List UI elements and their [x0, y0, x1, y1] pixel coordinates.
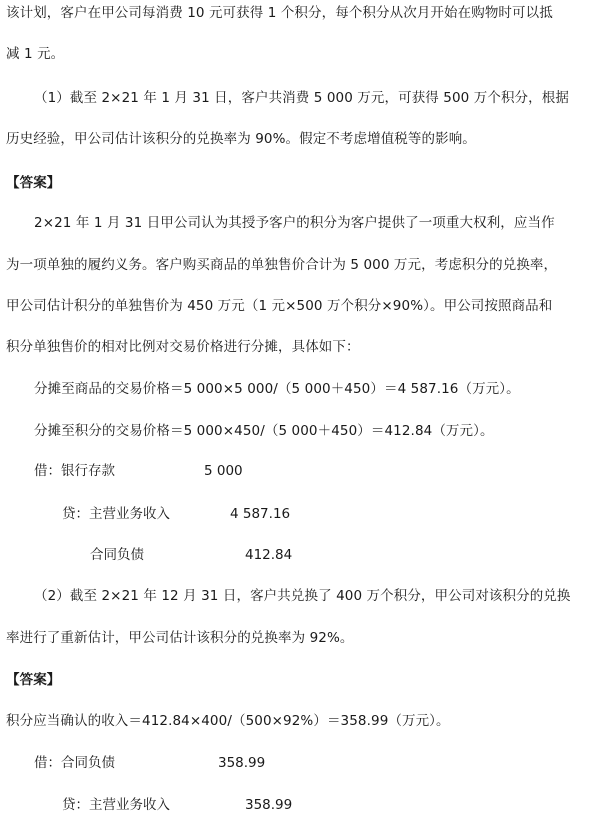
question-1-line-2: 历史经验，甲公司估计该积分的兑换率为 90%。假定不考虑增值税等的影响。: [6, 131, 476, 147]
intro-line-2: 减 1 元。: [6, 46, 65, 62]
journal-2-debit-label: 借：合同负债: [34, 755, 115, 771]
answer-1-heading: 【答案】: [6, 175, 61, 191]
question-1-line-1: （1）截至 2×21 年 1 月 31 日，客户共消费 5 000 万元，可获得 500 万个积分，根据: [34, 90, 569, 106]
intro-line-1: 该计划，客户在甲公司每消费 10 元可获得 1 个积分，每个积分从次月开始在购物时可以抵: [6, 5, 553, 21]
answer-1-line-2: 为一项单独的履约义务。客户购买商品的单独售价合计为 5 000 万元，考虑积分的兑换率，: [6, 257, 558, 273]
question-2-line-1: （2）截至 2×21 年 12 月 31 日，客户共兑换了 400 万个积分，甲公司对该积分的兑换: [34, 588, 571, 604]
journal-2-debit-amount: 358.99: [218, 755, 266, 771]
journal-1-credit-revenue-label: 贷：主营业务收入: [62, 506, 170, 522]
journal-1-credit-revenue-amount: 4 587.16: [230, 506, 291, 522]
answer-1-line-4: 积分单独售价的相对比例对交易价格进行分摊，具体如下：: [6, 339, 360, 355]
answer-1-line-1: 2×21 年 1 月 31 日甲公司认为其授予客户的积分为客户提供了一项重大权利，应当作: [34, 215, 555, 231]
answer-1-calc-goods: 分摊至商品的交易价格＝5 000×5 000/（5 000＋450）＝4 587.16（万元）。: [34, 381, 520, 397]
answer-2-heading: 【答案】: [6, 672, 61, 688]
answer-1-calc-points: 分摊至积分的交易价格＝5 000×450/（5 000＋450）＝412.84（万元）。: [34, 423, 494, 439]
journal-2-credit-amount: 358.99: [245, 797, 293, 813]
answer-2-calc: 积分应当确认的收入＝412.84×400/（500×92%）＝358.99（万元）。: [6, 713, 450, 729]
journal-2-credit-label: 贷：主营业务收入: [62, 797, 170, 813]
journal-1-debit-label: 借：银行存款: [34, 463, 115, 479]
journal-1-credit-liability-amount: 412.84: [245, 547, 293, 563]
journal-1-debit-amount: 5 000: [204, 463, 243, 479]
answer-1-line-3: 甲公司估计积分的单独售价为 450 万元（1 元×500 万个积分×90%）。甲公司按照商品和: [6, 298, 553, 314]
question-2-line-2: 率进行了重新估计，甲公司估计该积分的兑换率为 92%。: [6, 630, 354, 646]
journal-1-credit-liability-label: 合同负债: [90, 547, 144, 563]
